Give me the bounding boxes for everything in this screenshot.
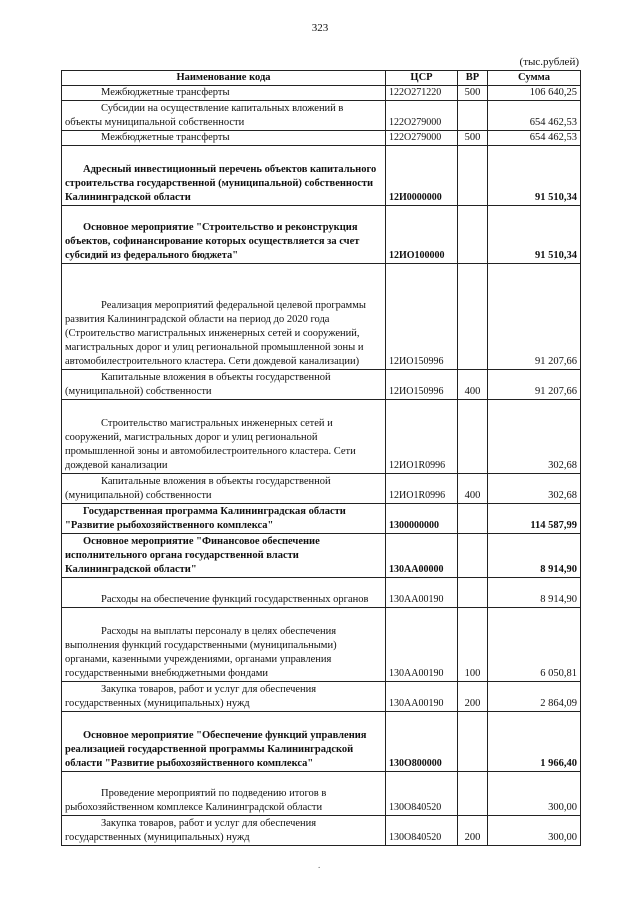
row-csr: 122O279000 (386, 131, 458, 146)
row-csr: 130АА00190 (386, 682, 458, 712)
row-csr: 130АА00190 (386, 578, 458, 608)
row-vr: 200 (458, 682, 488, 712)
row-sum: 91 510,34 (488, 146, 581, 206)
table-row (62, 206, 581, 264)
table-row (62, 400, 581, 474)
table-row (62, 370, 581, 400)
row-vr (458, 146, 488, 206)
row-vr (458, 772, 488, 816)
row-vr: 100 (458, 608, 488, 682)
row-name: Расходы на обеспечение функций государственных органов (62, 578, 386, 608)
row-vr (458, 400, 488, 474)
table-row (62, 264, 581, 370)
row-vr (458, 504, 488, 534)
row-sum: 300,00 (488, 816, 581, 846)
row-sum: 2 864,09 (488, 682, 581, 712)
footer-mark: . (318, 860, 321, 870)
row-name: Закупка товаров, работ и услуг для обеспечения государственных (муниципальных) нужд (62, 816, 386, 846)
row-csr: 12ИО100000 (386, 206, 458, 264)
row-sum: 114 587,99 (488, 504, 581, 534)
table-row (62, 772, 581, 816)
table-row (62, 131, 581, 146)
row-sum: 302,68 (488, 474, 581, 504)
row-sum: 300,00 (488, 772, 581, 816)
row-vr: 400 (458, 370, 488, 400)
table-header-row (62, 71, 581, 86)
row-name: Закупка товаров, работ и услуг для обеспечения государственных (муниципальных) нужд (62, 682, 386, 712)
row-sum: 8 914,90 (488, 534, 581, 578)
row-vr (458, 206, 488, 264)
row-name: Государственная программа Калининградская области "Развитие рыбохозяйственного комплекса" (62, 504, 386, 534)
row-vr (458, 534, 488, 578)
header-sum: Сумма (488, 71, 581, 86)
row-name: Строительство магистральных инженерных сетей и сооружений, магистральных дорог и улиц региональной промышленной зоны и автомобилестроительного кластера. Сети дождевой канализации (62, 400, 386, 474)
row-sum: 302,68 (488, 400, 581, 474)
table-row (62, 578, 581, 608)
row-name: Межбюджетные трансферты (62, 86, 386, 101)
table-row (62, 534, 581, 578)
units-label: (тыс.рублей) (519, 56, 579, 68)
row-name: Основное мероприятие "Обеспечение функций управления реализацией государственной программы Калининградской области "Развитие рыбохозяйственного комплекса" (62, 712, 386, 772)
row-name: Реализация мероприятий федеральной целевой программы развития Калининградской области на период до 2020 года (Строительство магистральных инженерных сетей и сооружений, магистральных дорог и улиц региональной промышленной зоны и автомобилестроительного кластера. Сети дождевой канализации) (62, 264, 386, 370)
row-csr: 12ИО150996 (386, 264, 458, 370)
table-row (62, 682, 581, 712)
row-sum: 8 914,90 (488, 578, 581, 608)
row-name: Адресный инвестиционный перечень объектов капитального строительства государственной (муниципальной) собственности Калининградской области (62, 146, 386, 206)
header-csr: ЦСР (386, 71, 458, 86)
table-row (62, 146, 581, 206)
table-row (62, 504, 581, 534)
header-vr: ВР (458, 71, 488, 86)
table-row (62, 86, 581, 101)
row-csr: 122O279000 (386, 101, 458, 131)
row-sum: 654 462,53 (488, 101, 581, 131)
row-csr: 130АА00000 (386, 534, 458, 578)
row-vr (458, 101, 488, 131)
table-row (62, 816, 581, 846)
table-row (62, 101, 581, 131)
row-csr: 130АА00190 (386, 608, 458, 682)
table-row (62, 474, 581, 504)
row-csr: 122O271220 (386, 86, 458, 101)
row-csr: 12ИО1R0996 (386, 400, 458, 474)
row-name: Расходы на выплаты персоналу в целях обеспечения выполнения функций государственными (муниципальными) органами, казенными учреждениями, органами управления государственными внебюджетными фондами (62, 608, 386, 682)
row-csr: 1300000000 (386, 504, 458, 534)
row-vr (458, 578, 488, 608)
row-name: Основное мероприятие "Строительство и реконструкция объектов, софинансирование которых осуществляется за счет субсидий из федерального бюджета" (62, 206, 386, 264)
row-name: Субсидии на осуществление капитальных вложений в объекты муниципальной собственности (62, 101, 386, 131)
row-sum: 1 966,40 (488, 712, 581, 772)
row-name: Межбюджетные трансферты (62, 131, 386, 146)
row-vr: 200 (458, 816, 488, 846)
header-name: Наименование кода (62, 71, 386, 86)
page-number: 323 (311, 22, 329, 34)
row-sum: 91 207,66 (488, 370, 581, 400)
row-csr: 12ИО150996 (386, 370, 458, 400)
row-sum: 654 462,53 (488, 131, 581, 146)
row-sum: 91 207,66 (488, 264, 581, 370)
row-csr: 130О840520 (386, 816, 458, 846)
row-vr (458, 712, 488, 772)
row-sum: 106 640,25 (488, 86, 581, 101)
table-row (62, 712, 581, 772)
row-csr: 12ИО1R0996 (386, 474, 458, 504)
row-csr: 130О800000 (386, 712, 458, 772)
budget-table (61, 70, 581, 846)
row-vr (458, 264, 488, 370)
row-name: Капитальные вложения в объекты государственной (муниципальной) собственности (62, 474, 386, 504)
row-csr: 130О840520 (386, 772, 458, 816)
row-vr: 400 (458, 474, 488, 504)
row-sum: 91 510,34 (488, 206, 581, 264)
table-row (62, 608, 581, 682)
row-name: Капитальные вложения в объекты государственной (муниципальной) собственности (62, 370, 386, 400)
row-sum: 6 050,81 (488, 608, 581, 682)
row-vr: 500 (458, 131, 488, 146)
row-csr: 12И0000000 (386, 146, 458, 206)
row-name: Проведение мероприятий по подведению итогов в рыбохозяйственном комплексе Калининградской области (62, 772, 386, 816)
row-vr: 500 (458, 86, 488, 101)
row-name: Основное мероприятие "Финансовое обеспечение исполнительного органа государственной власти Калининградской области" (62, 534, 386, 578)
